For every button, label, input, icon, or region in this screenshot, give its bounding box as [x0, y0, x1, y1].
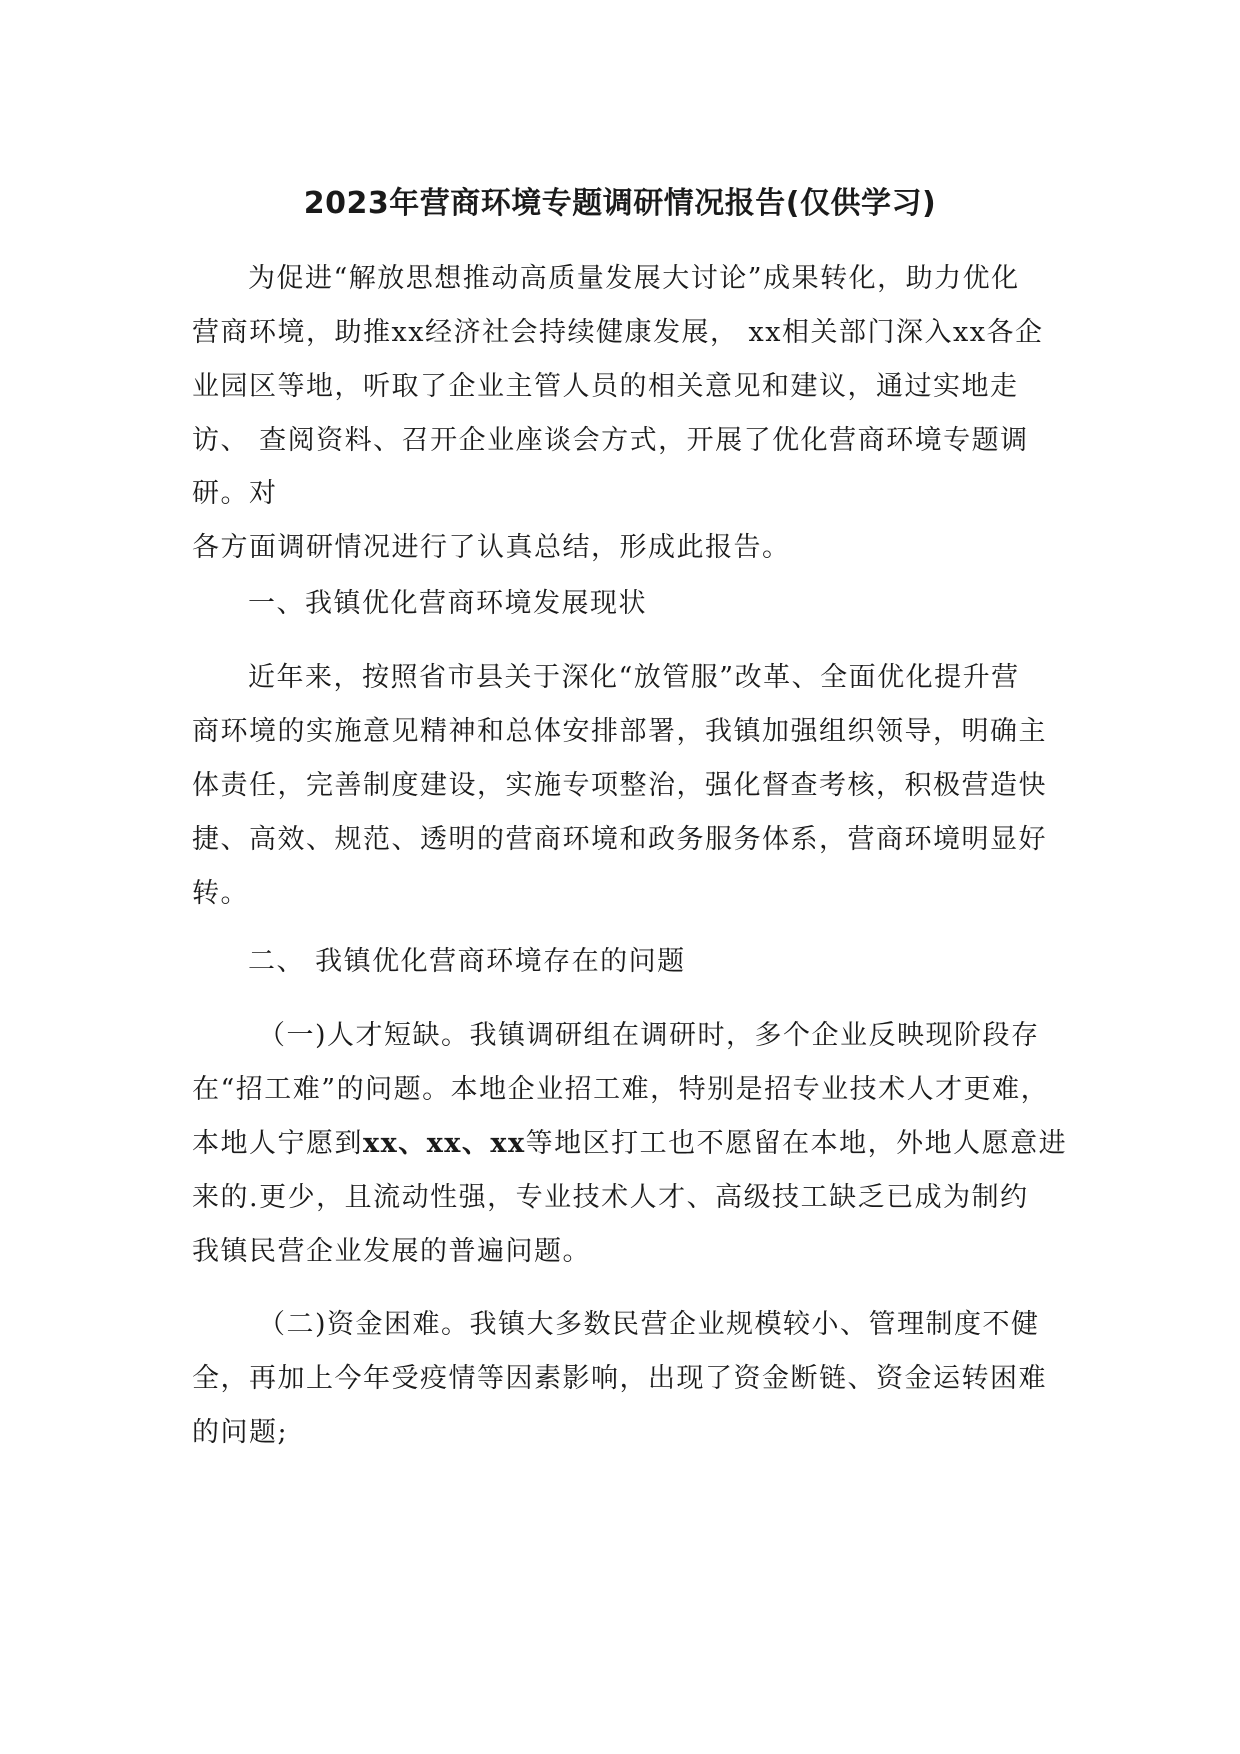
section1-line: 体责任，完善制度建设，实施专项整治，强化督查考核，积极营造快 [192, 770, 1047, 801]
section2-heading: 二、 我镇优化营商环境存在的问题 [248, 946, 686, 977]
section1-line: 商环境的实施意见精神和总体安排部署，我镇加强组织领导，明确主 [192, 716, 1047, 747]
item2-line: 的问题; [192, 1417, 289, 1448]
item1-line: （一)人才短缺。我镇调研组在调研时，多个企业反映现阶段存 [258, 1020, 1040, 1051]
item1-line: 在“招工难”的问题。本地企业招工难，特别是招专业技术人才更难， [192, 1074, 1050, 1105]
item1-line3-prefix: 本地人宁愿到 [192, 1128, 363, 1159]
item1-line: 来的.更少，且流动性强，专业技术人才、高级技工缺乏已成为制约 [192, 1182, 1029, 1213]
section1-line: 捷、高效、规范、透明的营商环境和政务服务体系，营商环境明显好 [192, 824, 1047, 855]
item1-line3-bold: xx、xx、xx [363, 1128, 526, 1159]
intro-line: 营商环境，助推xx经济社会持续健康发展， xx相关部门深入xx各企 [192, 317, 1044, 348]
intro-line: 各方面调研情况进行了认真总结，形成此报告。 [192, 532, 791, 563]
intro-line: 研。对 [192, 478, 278, 509]
item1-line3-suffix: 等地区打工也不愿留在本地，外地人愿意进 [525, 1128, 1068, 1159]
item1-line-mixed [192, 1127, 1067, 1161]
item2-line: 全，再加上今年受疫情等因素影响，出现了资金断链、资金运转困难 [192, 1363, 1047, 1394]
document-title: 2023年营商环境专题调研情况报告(仅供学习) [303, 186, 937, 221]
intro-line: 访、 查阅资料、召开企业座谈会方式，开展了优化营商环境专题调 [192, 425, 1029, 456]
section1-line: 近年来，按照省市县关于深化“放管服”改革、全面优化提升营 [248, 662, 1020, 693]
intro-line: 为促进“解放思想推动高质量发展大讨论”成果转化，助力优化 [248, 263, 1020, 294]
item1-line: 我镇民营企业发展的普遍问题。 [192, 1236, 591, 1267]
section1-line: 转。 [192, 878, 249, 909]
section1-heading: 一、我镇优化营商环境发展现状 [248, 588, 647, 619]
intro-line: 业园区等地，听取了企业主管人员的相关意见和建议，通过实地走 [192, 371, 1019, 402]
item2-line: （二)资金困难。我镇大多数民营企业规模较小、管理制度不健 [258, 1309, 1040, 1340]
